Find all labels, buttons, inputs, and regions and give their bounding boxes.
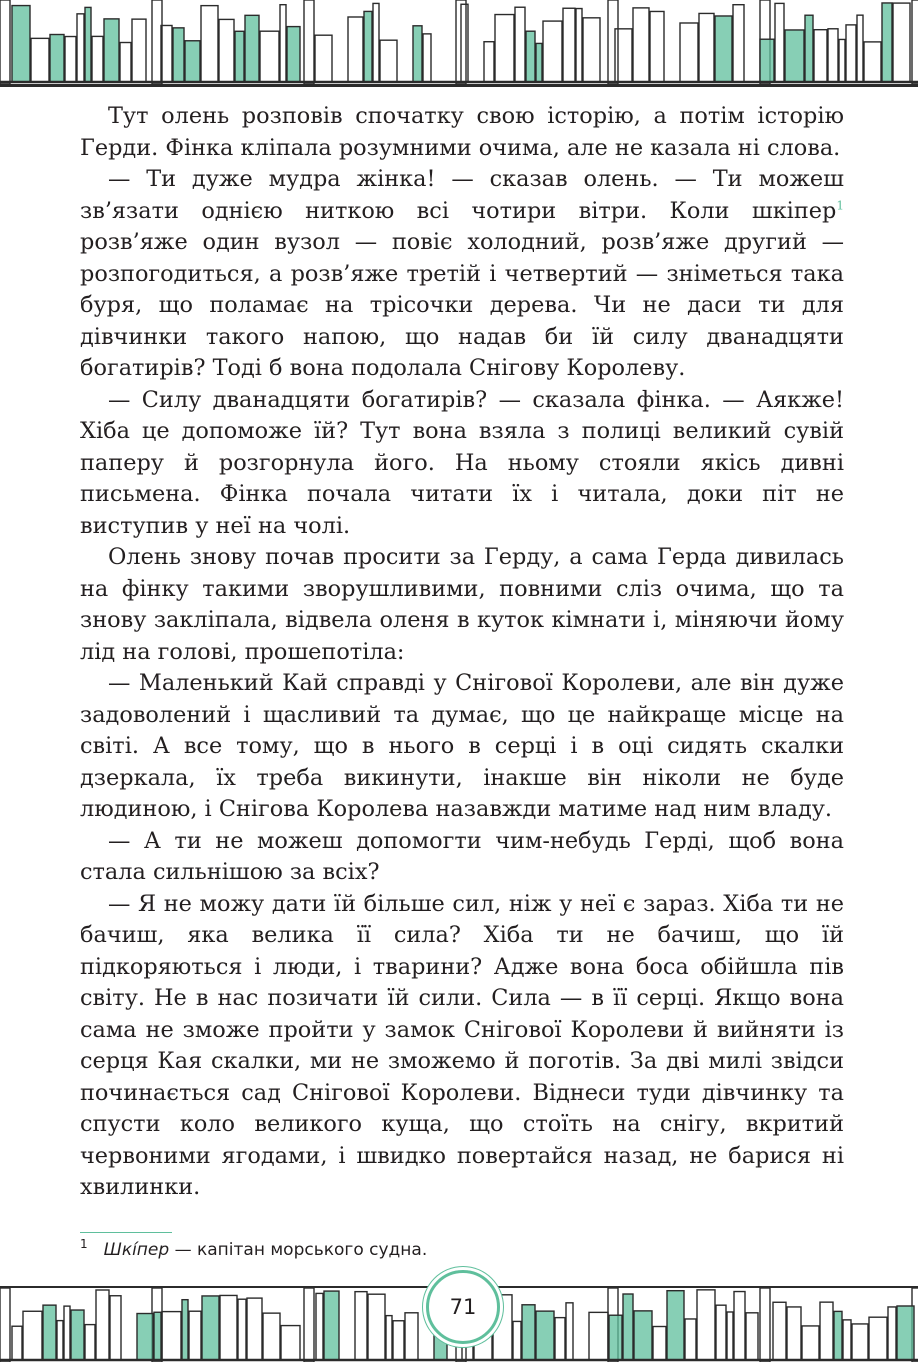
- top-bookshelf-decoration: [0, 0, 918, 87]
- paragraph: — Силу дванадцяти богатирів? — сказала фінка. — Аякже! Хіба це допоможе їй? Тут вона взяла з полиці великий сувій паперу й розгорнула його. На ньому стояли якісь дивні письмена. Фінка почала читати їх і читала, доки піт не виступив у неї на чолі.: [80, 386, 844, 539]
- paragraph: Тут олень розповів спочатку свою історію, а потім історію Герди. Фінка кліпала розумними очима, але не казала ні слова.: [80, 103, 844, 161]
- footnote-marker[interactable]: 1: [836, 198, 844, 213]
- paragraph: Олень знову почав просити за Герду, а сама Герда дивилась на фінку такими зворушливими, повними сліз очима, що та знову закліпала, відвела оленя в куток кімнати і, міняючи йому лід на голові, прошепотіла:: [80, 544, 844, 665]
- bookshelf-illustration: [0, 0, 918, 84]
- footnote-term: Шкі́пер: [103, 1240, 170, 1260]
- footnote-divider: [80, 1232, 172, 1233]
- paragraph: — Маленький Кай справді у Снігової Королеви, але він дуже задоволений і щасливий та думає, що це найкраще місце на світі. А все тому, що в нього в серці і в оці сидять скалки дзеркала, їх треба викинути, інакше він ніколи не буде людиною, і Снігова Королева назавжди матиме над ним владу.: [80, 670, 844, 822]
- footnote-number: 1: [80, 1237, 88, 1252]
- story-text: [80, 101, 844, 1204]
- paragraph: — А ти не можеш допомогти чим-небудь Герді, щоб вона стала сильнішою за всіх?: [80, 827, 844, 885]
- footnote: [80, 1238, 844, 1262]
- paragraph: — Ти дуже мудра жінка! — сказав олень. — Ти можеш зв’язати однією ниткою всі чотири вітри. Коли шкіпер$^1$ розв’яже один вузол — повіє холодний, розв’яже другий — розпогодиться, а розв’яже третій і четвертий — зніметься така буря, що поламає на трісочки дерева. Чи не даси ти для дівчинки такого напою, що надав би їй силу дванадцяти богатирів? Тоді б вона подолала Снігову Королеву.: [80, 166, 844, 381]
- footnote-definition: — капітан морського судна.: [169, 1240, 428, 1260]
- page-number: [426, 1270, 500, 1344]
- paragraph: — Я не можу дати їй більше сил, ніж у неї є зараз. Хіба ти не бачиш, яка велика її сила? Хіба ти не бачиш, що їй підкоряються і люди, і тварини? Адже вона боса обійшла пів світу. Не в нас позичати їй сили. Сила — в її серці. Якщо вона сама не зможе пройти у замок Снігової Королеви й вийняти із серця Кая скалки, ми не зможемо й поготів. За дві милі звідси починається сад Снігової Королеви. Віднеси туди дівчинку та спусти коло великого куща, що стоїть на снігу, вкритий червоними ягодами, і швидко повертайся назад, не барися ні хвилинки.: [80, 890, 844, 1200]
- page-number-label: 71: [449, 1295, 477, 1319]
